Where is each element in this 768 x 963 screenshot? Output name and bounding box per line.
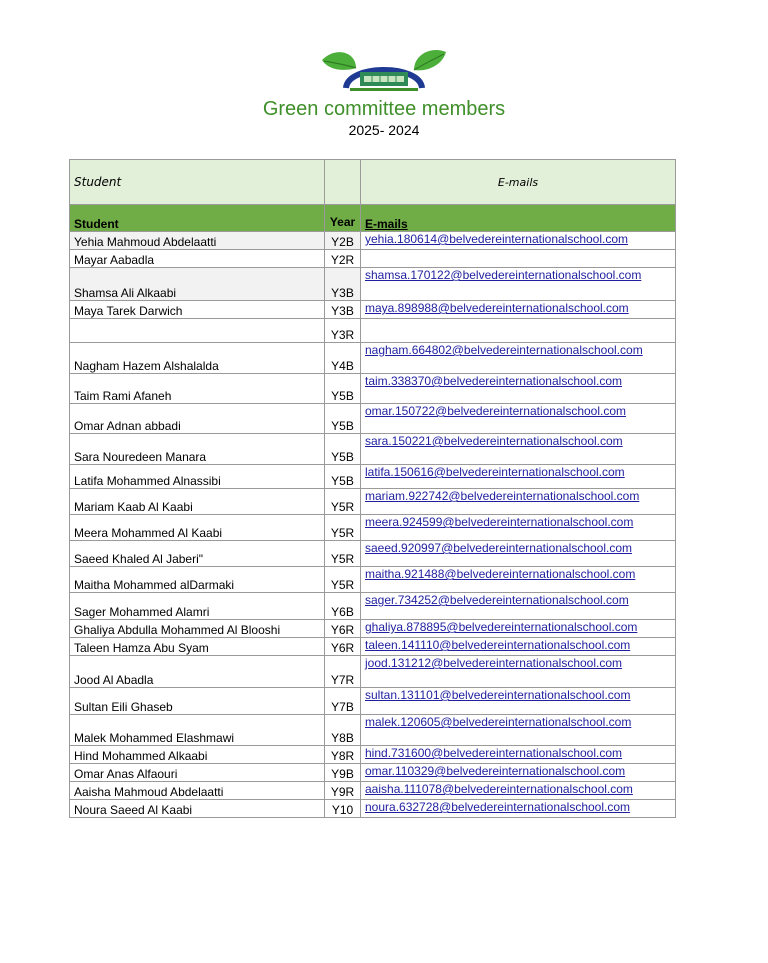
student-email-link[interactable]: sager.734252@belvedereinternationalschool.com [365,593,629,607]
table-row [70,374,676,404]
student-name: Maitha Mohammed alDarmaki [70,567,325,593]
student-name: Aaisha Mahmoud Abdelaatti [70,782,325,800]
student-email-link[interactable]: aaisha.111078@belvedereinternationalschool.com [365,782,633,796]
student-name: Sara Nouredeen Manara [70,434,325,465]
student-name: Maya Tarek Darwich [70,301,325,319]
student-email-cell [361,567,676,593]
student-year: Y2R [325,250,361,268]
student-name: Taleen Hamza Abu Syam [70,638,325,656]
table-row [70,715,676,746]
student-year: Y5R [325,489,361,515]
table-row [70,638,676,656]
student-name: Omar Adnan abbadi [70,404,325,434]
table-row [70,593,676,620]
student-email-cell [361,782,676,800]
student-year: Y3B [325,301,361,319]
table-row [70,800,676,818]
student-email-cell [361,764,676,782]
table-row [70,541,676,567]
student-email-link[interactable]: nagham.664802@belvedereinternationalschool.com [365,343,643,357]
student-email-link[interactable]: sultan.131101@belvedereinternationalschool.com [365,688,631,702]
student-year: Y5B [325,374,361,404]
student-year: Y7R [325,656,361,688]
student-email-cell [361,489,676,515]
student-year: Y5B [325,465,361,489]
header-row-top [70,160,676,205]
student-year: Y5R [325,515,361,541]
column-header-student: Student [70,205,325,232]
student-email-link[interactable]: taim.338370@belvedereinternationalschool.com [365,374,623,388]
student-year: Y10 [325,800,361,818]
student-name: Shamsa Ali Alkaabi [70,268,325,301]
student-name: Sultan Eili Ghaseb [70,688,325,715]
student-email-link[interactable]: shamsa.170122@belvedereinternationalschool.com [365,268,642,282]
student-name: Noura Saeed Al Kaabi [70,800,325,818]
student-email-cell [361,541,676,567]
student-name: Yehia Mahmoud Abdelaatti [70,232,325,250]
student-year: Y5B [325,434,361,465]
student-year: Y7B [325,688,361,715]
student-email-link[interactable]: meera.924599@belvedereinternationalschool.com [365,515,634,529]
student-email-cell [361,715,676,746]
student-year: Y8R [325,746,361,764]
table-row [70,620,676,638]
student-email-link[interactable]: omar.150722@belvedereinternationalschool.com [365,404,627,418]
table-row [70,268,676,301]
column-header-year: Year [325,205,361,232]
student-year: Y5B [325,404,361,434]
student-email-cell [361,434,676,465]
student-email-link[interactable]: omar.110329@belvedereinternationalschool.com [365,764,626,778]
student-year: Y5R [325,541,361,567]
table-row [70,764,676,782]
student-email-cell [361,656,676,688]
table-row [70,343,676,374]
student-year: Y9R [325,782,361,800]
student-year: Y4B [325,343,361,374]
student-email-cell [361,343,676,374]
student-email-cell [361,465,676,489]
header-student-label: Student [70,160,325,205]
student-email-cell [361,301,676,319]
student-email-link[interactable]: jood.131212@belvedereinternationalschool.com [365,656,623,670]
student-year: Y3R [325,319,361,343]
student-name: Malek Mohammed Elashmawi [70,715,325,746]
table-row [70,746,676,764]
table-row [70,232,676,250]
header-emails-label: E-mails [361,160,676,205]
student-email-cell [361,250,676,268]
table-row [70,489,676,515]
student-email-link[interactable]: noura.632728@belvedereinternationalschool.com [365,800,631,814]
page-title: Green committee members [262,98,506,120]
student-year: Y6B [325,593,361,620]
members-table [69,159,676,818]
student-email-cell [361,620,676,638]
student-email-link[interactable]: yehia.180614@belvedereinternationalschool.com [365,232,629,246]
student-name: Nagham Hazem Alshalalda [70,343,325,374]
student-year: Y6R [325,638,361,656]
student-email-link[interactable]: saeed.920997@belvedereinternationalschool.com [365,541,633,555]
student-year: Y8B [325,715,361,746]
table-row [70,515,676,541]
student-email-cell [361,800,676,818]
student-name: Sager Mohammed Alamri [70,593,325,620]
student-year: Y2B [325,232,361,250]
student-year: Y5R [325,567,361,593]
student-name: Saeed Khaled Al Jaberi" [70,541,325,567]
student-email-link[interactable]: malek.120605@belvedereinternationalschool.com [365,715,632,729]
table-row [70,250,676,268]
student-email-link[interactable]: ghaliya.878895@belvedereinternationalschool.com [365,620,638,634]
student-email-cell [361,515,676,541]
table-row [70,319,676,343]
column-header-emails: E-mails [361,205,676,232]
school-year: 2025- 2024 [348,122,420,138]
student-name: Meera Mohammed Al Kaabi [70,515,325,541]
header-year-empty [325,160,361,205]
student-email-link[interactable]: maitha.921488@belvedereinternationalschool.com [365,567,636,581]
student-email-link[interactable]: taleen.141110@belvedereinternationalschool.com [365,638,631,652]
student-name: Mariam Kaab Al Kaabi [70,489,325,515]
student-email-cell [361,374,676,404]
student-name: Jood Al Abadla [70,656,325,688]
student-email-link[interactable]: sara.150221@belvedereinternationalschool.com [365,434,623,448]
student-name: Mayar Aabadla [70,250,325,268]
table-row [70,301,676,319]
header-row-main [70,205,676,232]
student-name: Omar Anas Alfaouri [70,764,325,782]
student-email-cell [361,319,676,343]
student-email-link[interactable]: maya.898988@belvedereinternationalschool.com [365,301,629,315]
student-name: Latifa Mohammed Alnassibi [70,465,325,489]
table-row [70,688,676,715]
table-row [70,434,676,465]
student-name [70,319,325,343]
student-email-link[interactable]: mariam.922742@belvedereinternationalschool.com [365,489,640,503]
student-email-cell [361,593,676,620]
student-email-cell [361,638,676,656]
student-name: Hind Mohammed Alkaabi [70,746,325,764]
student-year: Y3B [325,268,361,301]
table-row [70,656,676,688]
table-row [70,782,676,800]
student-email-cell [361,268,676,301]
student-email-link[interactable]: hind.731600@belvedereinternationalschool.com [365,746,623,760]
student-year: Y6R [325,620,361,638]
green-committee-leaf-logo-icon [316,46,452,96]
student-email-cell [361,746,676,764]
student-email-link[interactable]: latifa.150616@belvedereinternationalschool.com [365,465,625,479]
table-row [70,567,676,593]
student-email-cell [361,688,676,715]
student-name: Ghaliya Abdulla Mohammed Al Blooshi [70,620,325,638]
table-row [70,404,676,434]
student-email-cell [361,232,676,250]
student-name: Taim Rami Afaneh [70,374,325,404]
student-year: Y9B [325,764,361,782]
student-email-cell [361,404,676,434]
table-row [70,465,676,489]
